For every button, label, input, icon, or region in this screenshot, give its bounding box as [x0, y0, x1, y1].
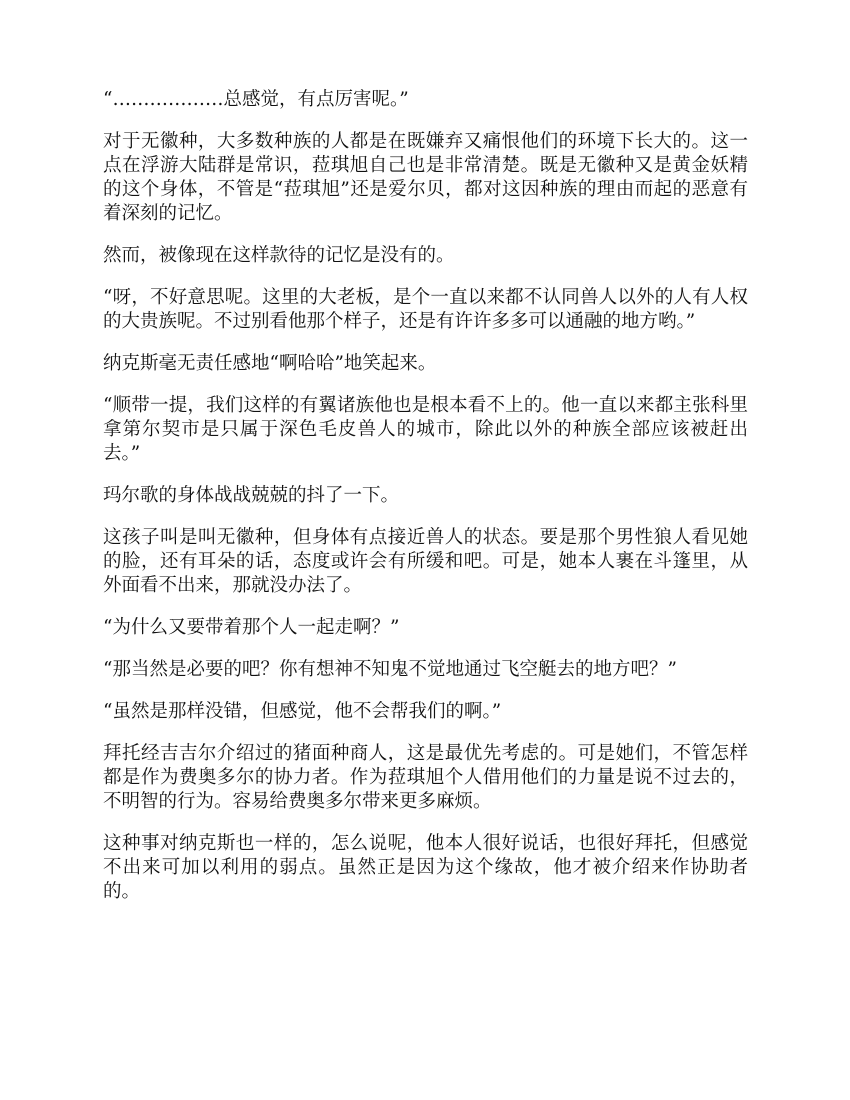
paragraph-2: 对于无徽种，大多数种族的人都是在既嫌弃又痛恨他们的环境下长大的。这一点在浮游大陆群是常识，菈琪旭自己也是非常清楚。既是无徽种又是黄金妖精的这个身体，不管是“菈琪旭”还是爱尔贝，都对这因种族的理由而起的恶意有着深刻的记忆。	[103, 131, 748, 224]
paragraph-9: “为什么又要带着那个人一起走啊？”	[103, 617, 400, 638]
paragraph-13: 这种事对纳克斯也一样的，怎么说呢，他本人很好说话，也很好拜托，但感觉不出来可加以利用的弱点。虽然正是因为这个缘故，他才被介绍来作协助者的。	[103, 833, 748, 902]
paragraph-8: 这孩子叫是叫无徽种，但身体有点接近兽人的状态。要是那个男性狼人看见她的脸，还有耳朵的话，态度或许会有所缓和吧。可是，她本人裹在斗篷里，从外面看不出来，那就没办法了。	[103, 527, 748, 596]
document-body	[103, 88, 748, 922]
paragraph-10: “那当然是必要的吧？你有想神不知鬼不觉地通过飞空艇去的地方吧？”	[103, 659, 677, 680]
paragraph-12: 拜托经吉吉尔介绍过的猪面种商人，这是最优先考虑的。可是她们，不管怎样都是作为费奥多尔的协力者。作为菈琪旭个人借用他们的力量是说不过去的，不明智的行为。容易给费奥多尔带来更多麻烦。	[103, 743, 748, 812]
paragraph-4: “呀，不好意思呢。这里的大老板，是个一直以来都不认同兽人以外的人有人权的大贵族呢。不过别看他那个样子，还是有许许多多可以通融的地方哟。”	[103, 287, 748, 332]
paragraph-7: 玛尔歌的身体战战兢兢的抖了一下。	[103, 485, 400, 506]
paragraph-5: 纳克斯毫无责任感地“啊哈哈”地笑起来。	[103, 353, 437, 374]
paragraph-6: “顺带一提，我们这样的有翼诸族他也是根本看不上的。他一直以来都主张科里拿第尔契市是只属于深色毛皮兽人的城市，除此以外的种族全部应该被赶出去。”	[103, 395, 748, 464]
paragraph-1: “………………总感觉，有点厉害呢。”	[103, 89, 409, 110]
paragraph-3: 然而，被像现在这样款待的记忆是没有的。	[103, 245, 455, 266]
paragraph-11: “虽然是那样没错，但感觉，他不会帮我们的啊。”	[103, 701, 502, 722]
